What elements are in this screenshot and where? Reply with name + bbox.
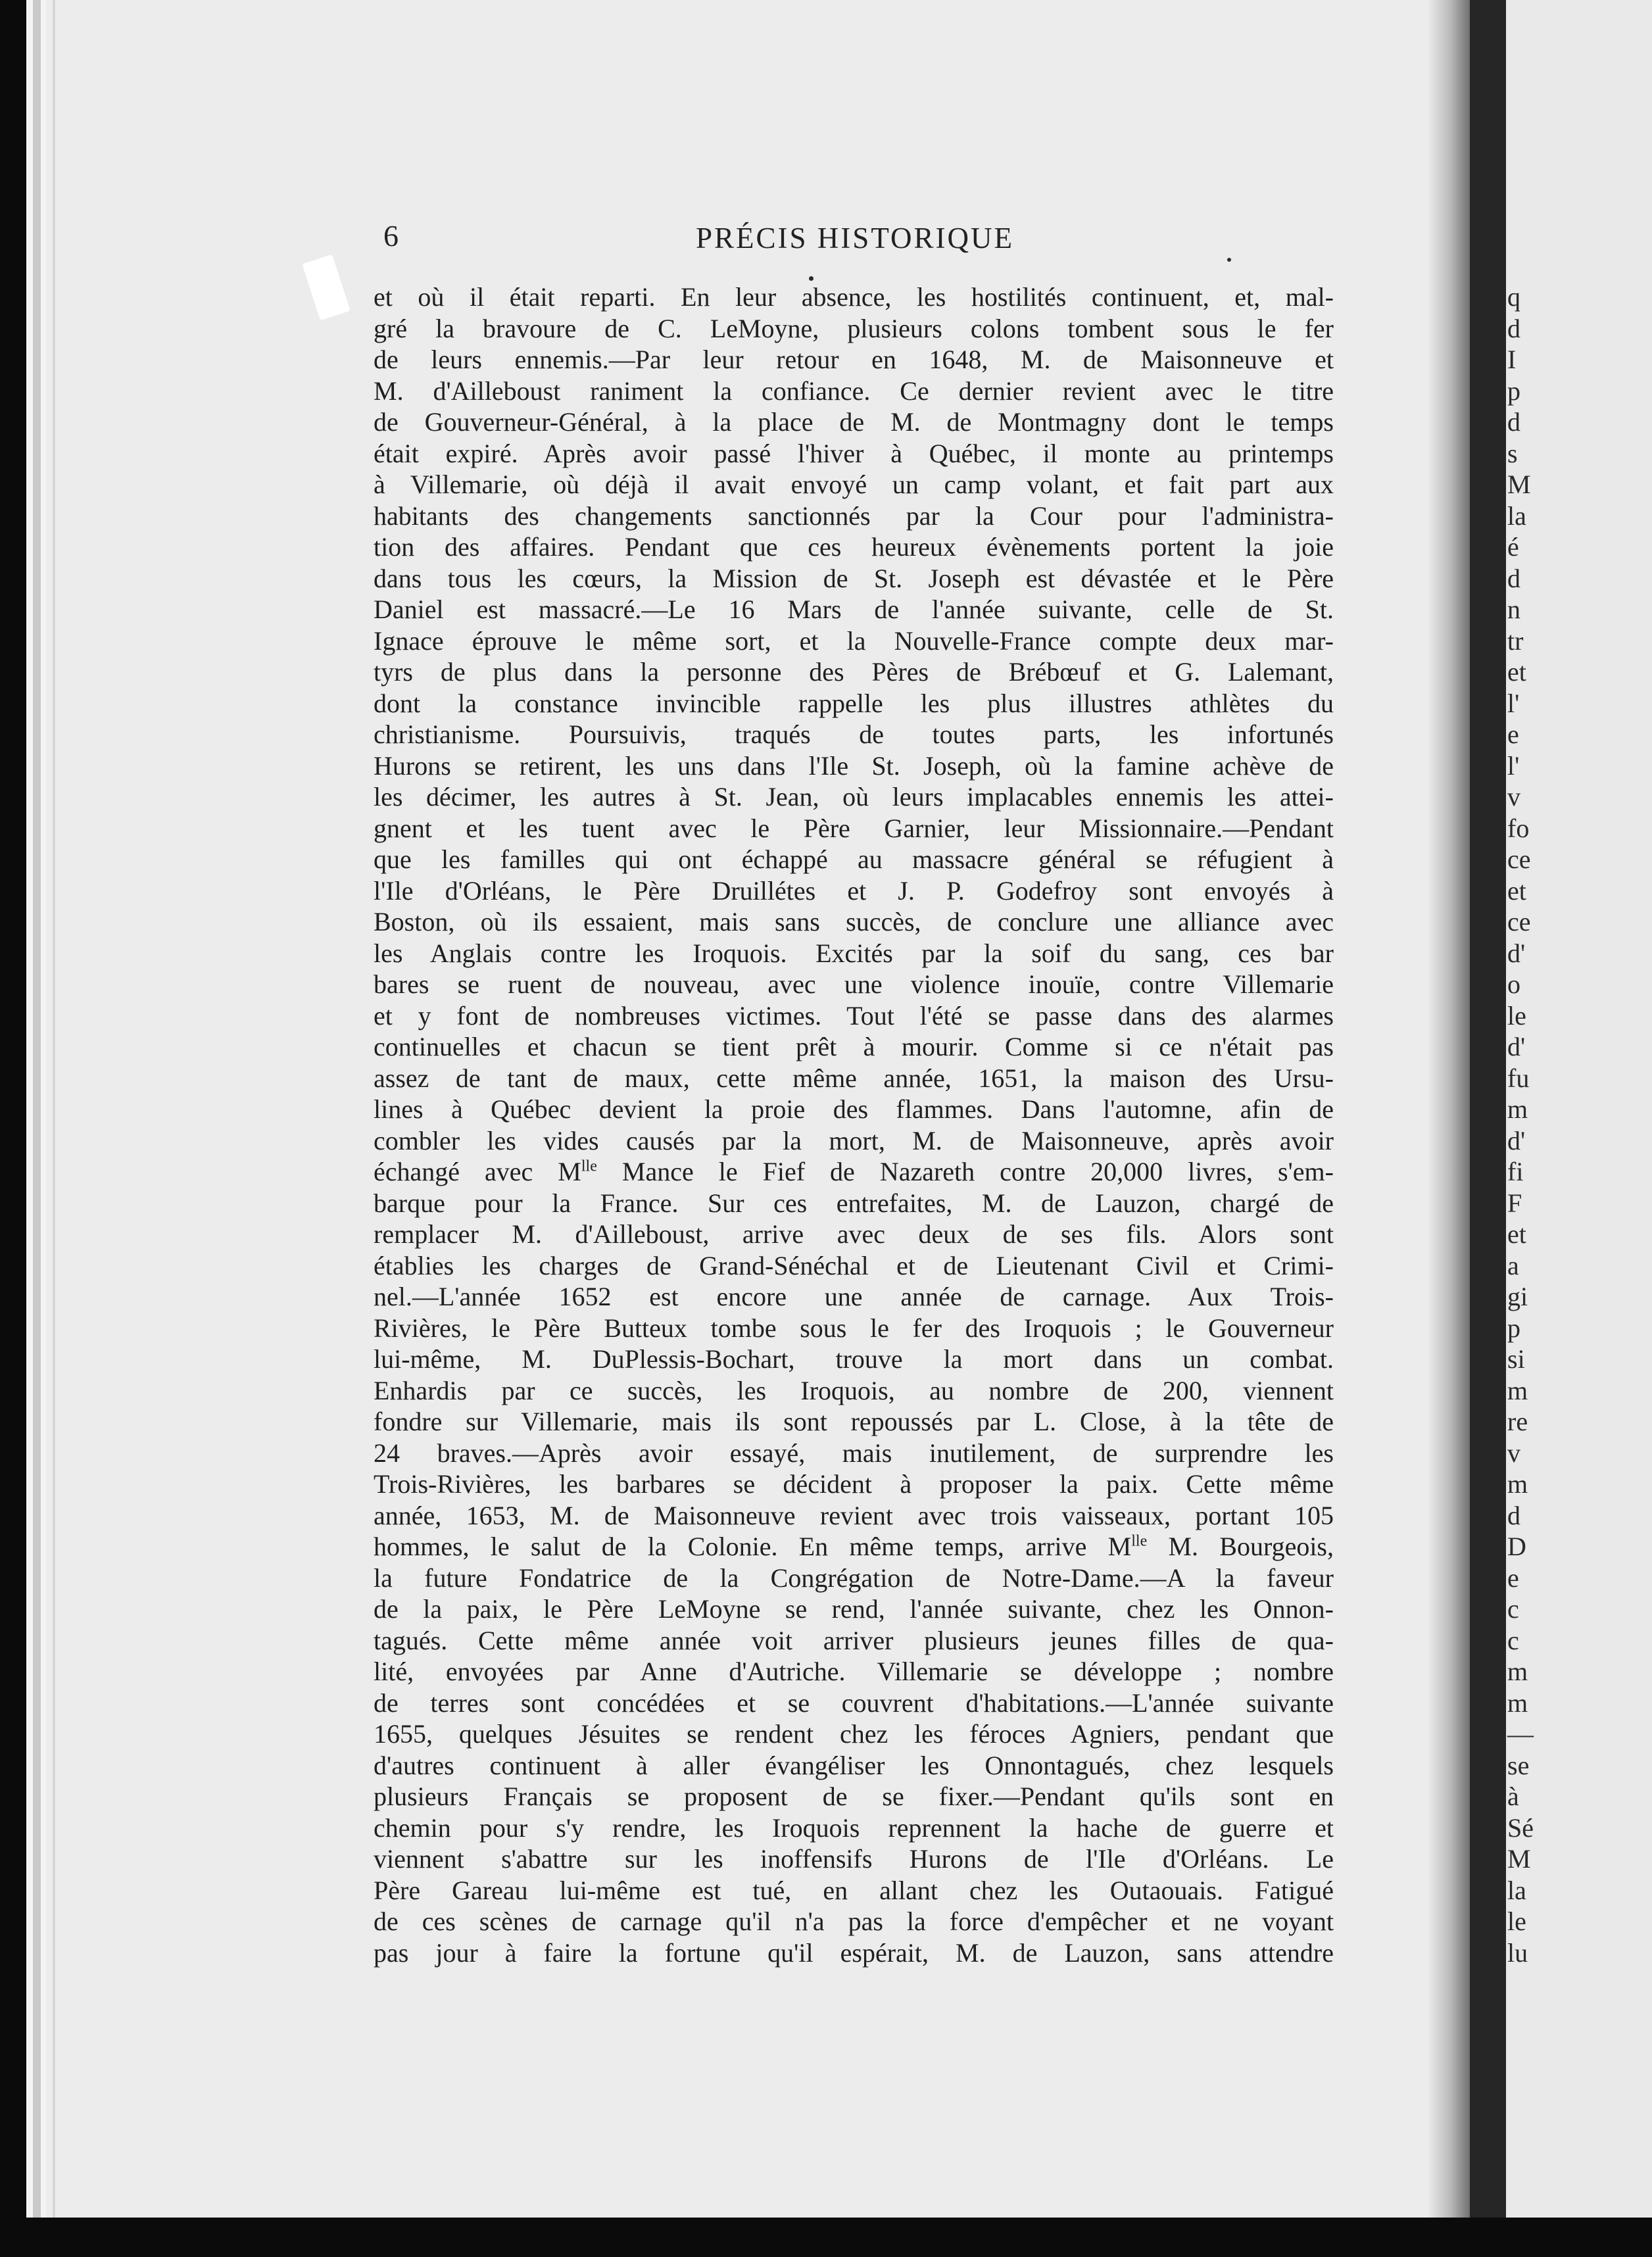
facing-page-fragment: q xyxy=(1507,282,1520,312)
text-line: de Gouverneur-Général, à la place de M. de Montmagny dont le temps xyxy=(374,407,1334,437)
text-line: Trois-Rivières, les barbares se décident à proposer la paix. Cette même xyxy=(374,1469,1334,1499)
text-line: dont la constance invincible rappelle les plus illustres athlètes du xyxy=(374,688,1334,718)
text-line: lines à Québec devient la proie des flammes. Dans l'automne, afin de xyxy=(374,1094,1334,1124)
text-line: plusieurs Français se proposent de se fixer.—Pendant qu'ils sont en xyxy=(374,1782,1334,1811)
text-line: les Anglais contre les Iroquois. Excités par la soif du sang, ces bar xyxy=(374,938,1334,968)
facing-page-fragment: d xyxy=(1507,1500,1520,1530)
text-line: gré la bravoure de C. LeMoyne, plusieurs colons tombent sous le fer xyxy=(374,313,1334,343)
facing-page-fragment: a xyxy=(1507,1250,1519,1280)
text-line: 24 braves.—Après avoir essayé, mais inutilement, de surprendre les xyxy=(374,1438,1334,1468)
text-line: lui-même, M. DuPlessis-Bochart, trouve la mort dans un combat. xyxy=(374,1344,1334,1374)
text-line: la future Fondatrice de la Congrégation de Notre-Dame.—A la faveur xyxy=(374,1563,1334,1593)
text-line: de la paix, le Père LeMoyne se rend, l'année suivante, chez les Onnon- xyxy=(374,1594,1334,1624)
facing-page-fragment: p xyxy=(1507,376,1520,406)
text-line: Rivières, le Père Butteux tombe sous le fer des Iroquois ; le Gouverneur xyxy=(374,1313,1334,1343)
text-line: hommes, le salut de la Colonie. En même temps, arrive $M^{lle}$ M. Bourgeois, xyxy=(374,1532,1334,1561)
scan-dot xyxy=(809,276,814,281)
text-line: de leurs ennemis.—Par leur retour en 1648, M. de Maisonneuve et xyxy=(374,345,1334,374)
scan-dot xyxy=(1227,258,1231,262)
facing-page-fragment: et xyxy=(1507,657,1526,687)
text-line: tyrs de plus dans la personne des Pères de Brébœuf et G. Lalemant, xyxy=(374,657,1334,687)
text-line: barque pour la France. Sur ces entrefaites, M. de Lauzon, chargé de xyxy=(374,1188,1334,1218)
facing-page-fragment: d' xyxy=(1507,1125,1526,1155)
facing-page-fragment: M xyxy=(1507,470,1531,499)
facing-page-fragment: d xyxy=(1507,313,1520,343)
body-text xyxy=(374,281,1334,1968)
facing-page-fragment: m xyxy=(1507,1375,1528,1405)
text-line: M. d'Ailleboust raniment la confiance. Ce dernier revient avec le titre xyxy=(374,376,1334,406)
text-line: de ces scènes de carnage qu'il n'a pas la force d'empêcher et ne voyant xyxy=(374,1906,1334,1936)
text-line: pas jour à faire la fortune qu'il espérait, M. de Lauzon, sans attendre xyxy=(374,1937,1334,1968)
text-line: christianisme. Poursuivis, traqués de toutes parts, les infortunés xyxy=(374,719,1334,749)
text-line: les décimer, les autres à St. Jean, où leurs implacables ennemis les attei- xyxy=(374,782,1334,812)
facing-page-fragment: le xyxy=(1507,1000,1526,1031)
text-line: et y font de nombreuses victimes. Tout l'été se passe dans des alarmes xyxy=(374,1000,1334,1031)
facing-page-fragment: F xyxy=(1507,1188,1522,1218)
facing-page-fragment: d xyxy=(1507,407,1520,437)
text-line: de terres sont concédées et se couvrent d'habitations.—L'année suivante xyxy=(374,1687,1334,1718)
text-line: gnent et les tuent avec le Père Garnier, leur Missionnaire.—Pendant xyxy=(374,813,1334,843)
facing-page-fragment: d' xyxy=(1507,1032,1526,1061)
text-line: l'Ile d'Orléans, le Père Druillétes et J. P. Godefroy sont envoyés à xyxy=(374,875,1334,906)
text-line: lité, envoyées par Anne d'Autriche. Villemarie se développe ; nombre xyxy=(374,1657,1334,1686)
facing-page-fragment: n xyxy=(1507,595,1520,624)
page-edge-inner xyxy=(53,0,55,2218)
facing-page-fragment: d' xyxy=(1507,938,1526,968)
text-line: habitants des changements sanctionnés par la Cour pour l'administra- xyxy=(374,500,1334,531)
text-line: dans tous les cœurs, la Mission de St. Joseph est dévastée et le Père xyxy=(374,563,1334,593)
facing-page-fragment: fi xyxy=(1507,1157,1524,1186)
facing-page-sliver xyxy=(1506,0,1652,2218)
facing-page-fragment: v xyxy=(1507,1438,1520,1468)
facing-page-fragment: à xyxy=(1507,1782,1519,1811)
facing-page-fragment: si xyxy=(1507,1344,1525,1374)
facing-page-fragment: l' xyxy=(1507,688,1520,718)
text-line: combler les vides causés par la mort, M. de Maisonneuve, après avoir xyxy=(374,1125,1334,1155)
text-line: année, 1653, M. de Maisonneuve revient avec trois vaisseaux, portant 105 xyxy=(374,1500,1334,1530)
facing-page-fragment: s xyxy=(1507,438,1518,468)
text-line: et où il était reparti. En leur absence, les hostilités continuent, et, mal- xyxy=(374,282,1334,312)
facing-page-fragment: m xyxy=(1507,1469,1528,1499)
text-line: d'autres continuent à aller évangéliser les Onnontagués, chez lesquels xyxy=(374,1750,1334,1780)
text-line: chemin pour s'y rendre, les Iroquois reprennent la hache de guerre et xyxy=(374,1812,1334,1843)
text-line: Père Gareau lui-même est tué, en allant chez les Outaouais. Fatigué xyxy=(374,1875,1334,1905)
facing-page-fragment: gi xyxy=(1507,1282,1528,1311)
facing-page-fragment: ce xyxy=(1507,907,1531,936)
text-line: Ignace éprouve le même sort, et la Nouvelle-France compte deux mar- xyxy=(374,625,1334,656)
text-line: établies les charges de Grand-Sénéchal et de Lieutenant Civil et Crimi- xyxy=(374,1250,1334,1280)
facing-page-fragment: m xyxy=(1507,1094,1528,1124)
facing-page-fragment: m xyxy=(1507,1687,1528,1718)
text-line: bares se ruent de nouveau, avec une violence inouïe, contre Villemarie xyxy=(374,969,1334,999)
facing-page-fragment: et xyxy=(1507,875,1526,906)
text-line: à Villemarie, où déjà il avait envoyé un camp volant, et fait part aux xyxy=(374,470,1334,499)
text-line: était expiré. Après avoir passé l'hiver à Québec, il monte au printemps xyxy=(374,438,1334,468)
facing-page-fragment: c xyxy=(1507,1594,1519,1624)
facing-page-fragment: la xyxy=(1507,500,1526,531)
facing-page-fragment: le xyxy=(1507,1906,1526,1936)
scan-bottom-border xyxy=(0,2218,1652,2257)
text-line: tagués. Cette même année voit arriver plusieurs jeunes filles de qua- xyxy=(374,1625,1334,1655)
text-line: Enhardis par ce succès, les Iroquois, au nombre de 200, viennent xyxy=(374,1375,1334,1405)
facing-page-fragment: et xyxy=(1507,1219,1526,1249)
text-line: assez de tant de maux, cette même année, 1651, la maison des Ursu- xyxy=(374,1063,1334,1093)
text-line: viennent s'abattre sur les inoffensifs Hurons de l'Ile d'Orléans. Le xyxy=(374,1844,1334,1874)
facing-page-fragment: v xyxy=(1507,782,1520,812)
text-line: que les familles qui ont échappé au massacre général se réfugient à xyxy=(374,844,1334,874)
facing-page-fragment: e xyxy=(1507,719,1519,749)
text-line: tion des affaires. Pendant que ces heureux évènements portent la joie xyxy=(374,532,1334,562)
facing-page-fragment: fo xyxy=(1507,813,1530,843)
text-line: échangé avec $M^{lle}$ Mance le Fief de Nazareth contre 20,000 livres, s'em- xyxy=(374,1157,1334,1186)
facing-page-fragment: se xyxy=(1507,1750,1530,1780)
facing-page-fragment: re xyxy=(1507,1407,1528,1436)
running-title: PRÉCIS HISTORIQUE xyxy=(696,222,1014,255)
facing-page-fragment: tr xyxy=(1507,625,1524,656)
facing-page-fragment: l' xyxy=(1507,750,1520,781)
facing-page-fragment: — xyxy=(1507,1719,1534,1749)
facing-page-fragment: c xyxy=(1507,1625,1519,1655)
text-line: remplacer M. d'Ailleboust, arrive avec deux de ses fils. Alors sont xyxy=(374,1219,1334,1249)
facing-page-fragment: ce xyxy=(1507,844,1531,874)
facing-page-fragment: la xyxy=(1507,1875,1526,1905)
text-line: nel.—L'année 1652 est encore une année de carnage. Aux Trois- xyxy=(374,1282,1334,1311)
facing-page-fragment: p xyxy=(1507,1313,1520,1343)
text-line: continuelles et chacun se tient prêt à mourir. Comme si ce n'était pas xyxy=(374,1032,1334,1061)
facing-page-fragment: lu xyxy=(1507,1937,1528,1968)
page-edge xyxy=(33,0,41,2218)
page-number: 6 xyxy=(383,219,399,253)
book-binding xyxy=(1470,0,1506,2218)
text-line: 1655, quelques Jésuites se rendent chez les féroces Agniers, pendant que xyxy=(374,1719,1334,1749)
facing-page-fragment: o xyxy=(1507,969,1520,999)
text-line: Daniel est massacré.—Le 16 Mars de l'année suivante, celle de St. xyxy=(374,595,1334,624)
text-line: Boston, où ils essaient, mais sans succès, de conclure une alliance avec xyxy=(374,907,1334,936)
facing-page-fragment: M xyxy=(1507,1844,1531,1874)
facing-page-fragment: fu xyxy=(1507,1063,1530,1093)
facing-page-fragment: e xyxy=(1507,1563,1519,1593)
facing-page-fragment: é xyxy=(1507,532,1519,562)
facing-page-fragment: I xyxy=(1507,345,1517,374)
text-line: Hurons se retirent, les uns dans l'Ile St. Joseph, où la famine achève de xyxy=(374,750,1334,781)
text-line: fondre sur Villemarie, mais ils sont repoussés par L. Close, à la tête de xyxy=(374,1407,1334,1436)
facing-page-fragment: d xyxy=(1507,563,1520,593)
facing-page-fragment: m xyxy=(1507,1657,1528,1686)
facing-page-fragment: Sé xyxy=(1507,1812,1534,1843)
facing-page-fragment: D xyxy=(1507,1532,1526,1561)
